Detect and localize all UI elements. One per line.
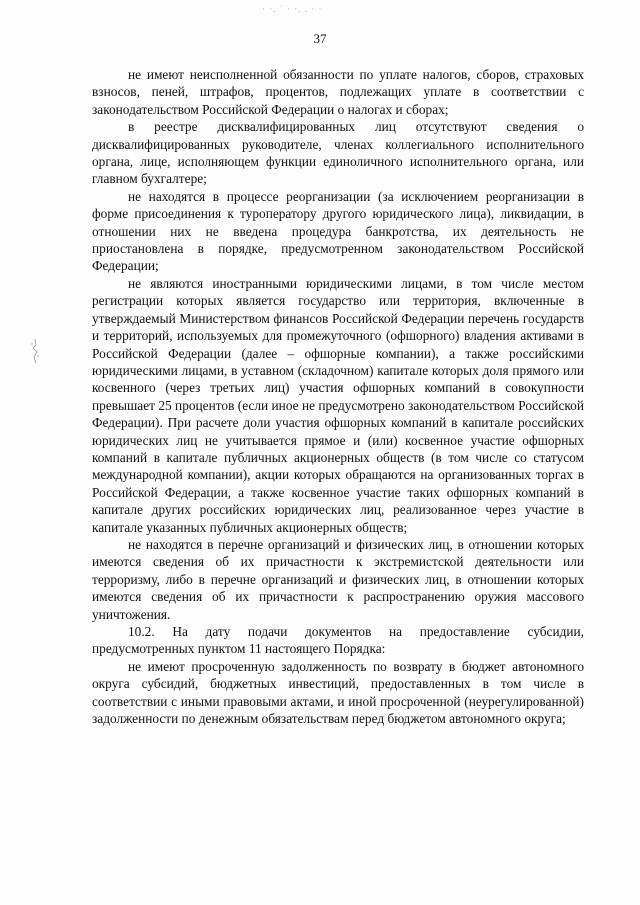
scan-mark-left — [28, 338, 42, 364]
paragraph-budget-debt: не имеют просроченную задолженность по возврату в бюджет автономного округа субсидий, бюджетных инвестиций, предоставленных в том числе в соответствии с иными правовыми актами, и иной просроченной (неурегулированной) задолженности по денежным обязательствам перед бюджетом автономного округа; — [92, 658, 584, 727]
page-number: 37 — [313, 31, 327, 46]
scan-artifact-top: · ·. ˙ · ·. . · · — [262, 4, 323, 14]
paragraph-reorganization: не находятся в процессе реорганизации (за исключением реорганизации в форме присоединения к туроператору другого юридического лица), ликвидации, в отношении них не введена процедура банкротства, их деятельность не приостановлена в порядке, предусмотренном законодательством Российской Федерации; — [92, 188, 584, 274]
document-body — [92, 66, 584, 727]
paragraph-disqualified-persons: в реестре дисквалифицированных лиц отсутствуют сведения о дисквалифицированных руководителе, членах коллегиального исполнительного органа, лице, исполняющем функции единоличного исполнительного органа, или главном бухгалтере; — [92, 119, 584, 187]
paragraph-offshore-companies: не являются иностранными юридическими лицами, в том числе местом регистрации которых является государство или территория, включенные в утверждаемый Министерством финансов Российской Федерации перечень государств и территорий, используемых для промежуточного (офшорного) владения активами в Российской Федерации (далее – офшорные компании), а также российскими юридическими лицами, в уставном (складочном) капитале которых доля прямого или косвенного (через третьих лиц) участия офшорных компаний в совокупности превышает 25 процентов (если иное не предусмотрено законодательством Российской Федерации). При расчете доли участия офшорных компаний в капитале российских юридических лиц не учитывается прямое и (или) косвенное участие офшорных компаний в капитале публичных акционерных обществ (в том числе со статусом международной компании), акции которых обращаются на организованных торгах в Российской Федерации, а также косвенное участие таких офшорных компаний в капитале других российских юридических лиц, реализованное через участие в капитале указанных публичных акционерных обществ; — [92, 275, 584, 535]
paragraph-tax-obligations: не имеют неисполненной обязанности по уплате налогов, сборов, страховых взносов, пеней, штрафов, процентов, подлежащих уплате в соответствии с законодательством Российской Федерации о налогах и сборах; — [92, 67, 584, 117]
paragraph-10-2-heading: 10.2. На дату подачи документов на предоставление субсидии, предусмотренных пунктом 11 настоящего Порядка: — [92, 624, 584, 657]
paragraph-extremism-list: не находятся в перечне организаций и физических лиц, в отношении которых имеются сведения об их причастности к экстремистской деятельности или терроризму, либо в перечне организаций и физических лиц, в отношении которых имеются сведения об их причастности к распространению оружия массового уничтожения. — [92, 536, 584, 622]
